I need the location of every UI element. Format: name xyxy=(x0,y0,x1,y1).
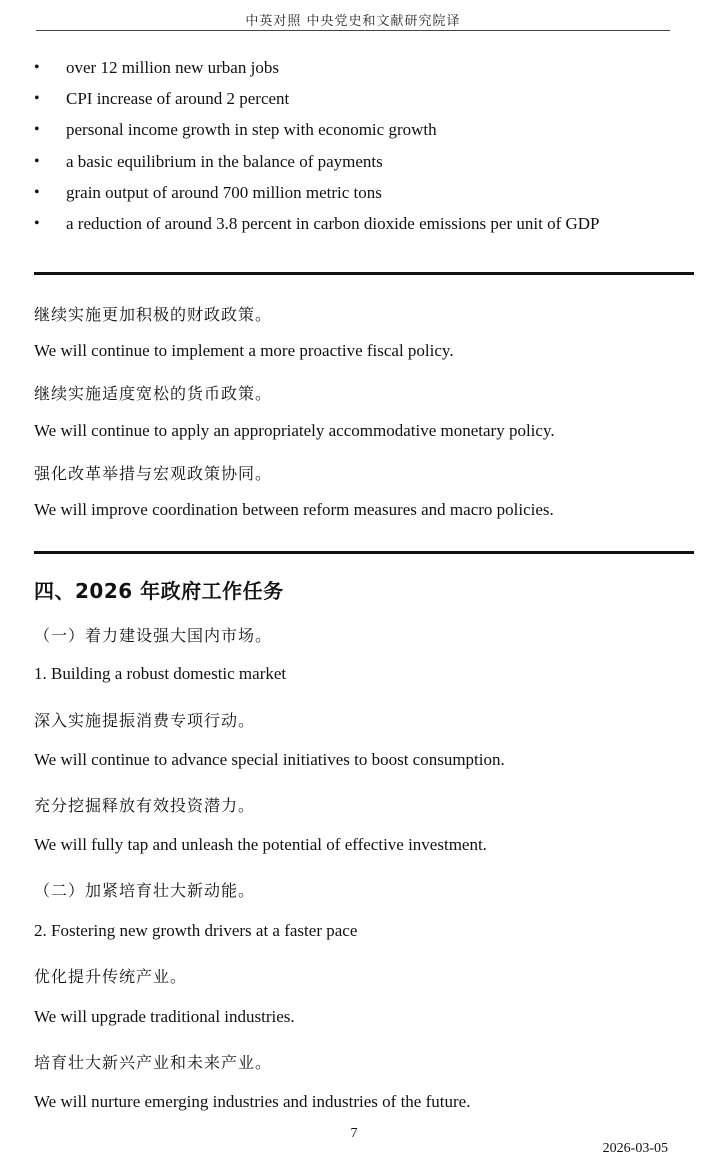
list-item: • personal income growth in step with economic growth xyxy=(34,120,437,140)
list-item: • grain output of around 700 million metric tons xyxy=(34,182,382,202)
header-divider xyxy=(36,30,670,31)
page-header-title: 中英对照 中央党史和文献研究院译 xyxy=(245,14,461,29)
bullet-icon: • xyxy=(34,183,40,201)
list-item: • over 12 million new urban jobs xyxy=(34,58,279,77)
targets-list xyxy=(34,57,599,244)
bullet-icon: • xyxy=(34,90,40,108)
list-item: • a reduction of around 3.8 percent in carbon dioxide emissions per unit of GDP xyxy=(34,213,600,233)
policy-zh: 继续实施更加积极的财政政策。 xyxy=(34,305,273,324)
task-zh: 培育壮大新兴产业和未来产业。 xyxy=(34,1053,273,1072)
policy-zh: 继续实施适度宽松的货币政策。 xyxy=(34,384,273,403)
policy-en: We will continue to apply an appropriately accommodative monetary policy. xyxy=(34,421,555,440)
policy-zh: 强化改革举措与宏观政策协同。 xyxy=(34,464,273,483)
subsection-zh: （一）着力建设强大国内市场。 xyxy=(34,626,273,645)
task-en: We will upgrade traditional industries. xyxy=(34,1007,295,1026)
bullet-icon: • xyxy=(34,152,40,170)
section-divider xyxy=(34,272,694,275)
task-zh: 优化提升传统产业。 xyxy=(34,967,188,986)
subsection-zh: （二）加紧培育壮大新动能。 xyxy=(34,881,256,900)
list-item: • CPI increase of around 2 percent xyxy=(34,89,290,109)
section-divider xyxy=(34,551,694,554)
page-number: 7 xyxy=(350,1126,358,1141)
policy-en: We will improve coordination between reform measures and macro policies. xyxy=(34,500,554,519)
task-en: We will continue to advance special initiatives to boost consumption. xyxy=(34,750,505,769)
task-en: We will nurture emerging industries and industries of the future. xyxy=(34,1092,471,1111)
section-title: 四、2026 年政府工作任务 xyxy=(34,579,284,603)
bullet-icon: • xyxy=(34,121,40,139)
policy-en: We will continue to implement a more proactive fiscal policy. xyxy=(34,341,454,360)
task-zh: 充分挖掘释放有效投资潜力。 xyxy=(34,796,256,815)
bullet-icon: • xyxy=(34,59,40,76)
subsection-en: 2. Fostering new growth drivers at a faster pace xyxy=(34,921,358,940)
subsection-en: 1. Building a robust domestic market xyxy=(34,664,287,683)
task-en: We will fully tap and unleash the potential of effective investment. xyxy=(34,835,487,854)
bullet-icon: • xyxy=(34,214,40,232)
list-item: • a basic equilibrium in the balance of payments xyxy=(34,151,383,171)
task-zh: 深入实施提振消费专项行动。 xyxy=(34,711,256,730)
document-date: 2026-03-05 xyxy=(602,1141,668,1156)
